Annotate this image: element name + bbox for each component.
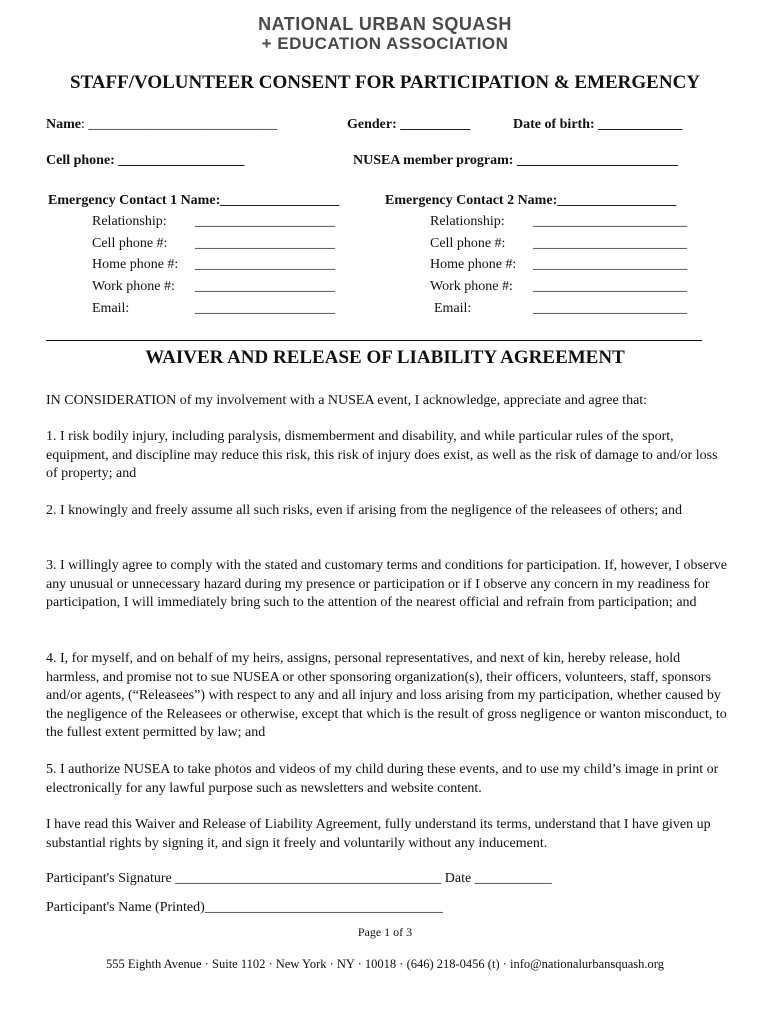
- ec1-email-field[interactable]: ____________________: [195, 301, 335, 316]
- waiver-intro: IN CONSIDERATION of my involvement with a NUSEA event, I acknowledge, appreciate and agree that:: [46, 393, 648, 408]
- member-program-field[interactable]: NUSEA member program: _______________________: [353, 153, 678, 168]
- gender-field[interactable]: Gender: __________: [347, 117, 471, 132]
- waiver-acknowledgement: I have read this Waiver and Release of Liability Agreement, fully understand its terms, understand that I have given up substantial rights by signing it, and sign it freely and voluntarily without any inducement.: [46, 817, 711, 851]
- form-title: STAFF/VOLUNTEER CONSENT FOR PARTICIPATION & EMERGENCY: [69, 72, 701, 93]
- ec2-relationship-field[interactable]: ______________________: [533, 214, 687, 229]
- ec2-relationship-label: Relationship:: [430, 214, 505, 229]
- participant-printed-name-field[interactable]: Participant's Name (Printed)__________________________________: [46, 900, 443, 915]
- footer-address: 555 Eighth Avenue · Suite 1102 · New York · NY · 10018 · (646) 218-0456 (t) · info@nationalurbansquash.org: [106, 957, 664, 971]
- ec1-cell-phone-label: Cell phone #:: [92, 236, 168, 251]
- ec1-home-phone-field[interactable]: ____________________: [195, 257, 335, 272]
- waiver-clause-1: 1. I risk bodily injury, including paralysis, dismemberment and disability, and while particular rules of the sport, equipment, and discipline may reduce this risk, this risk of injury does exist, as well as the risk of damage to and/or loss of property; and: [46, 429, 718, 481]
- emergency-contact-2-name-field[interactable]: Emergency Contact 2 Name:_________________: [385, 193, 677, 208]
- ec1-email-label: Email:: [92, 301, 130, 316]
- ec1-cell-phone-field[interactable]: ____________________: [195, 236, 335, 251]
- ec2-cell-phone-field[interactable]: ______________________: [533, 236, 687, 251]
- ec2-email-field[interactable]: ______________________: [533, 301, 687, 316]
- ec2-home-phone-field[interactable]: ______________________: [533, 257, 687, 272]
- ec1-relationship-field[interactable]: ____________________: [195, 214, 335, 229]
- waiver-clause-4: 4. I, for myself, and on behalf of my heirs, assigns, personal representatives, and next of kin, hereby release, hold harmless, and promise not to sue NUSEA or other sponsoring organization(s), their officers, volunteers, staff, sponsors and/or agents, (“Releasees”) with respect to any and all injury and loss arising from my participation, whether caused by the negligence of the Releasees or otherwise, except that which is the result of gross negligence or wanton misconduct, to the fullest extent permitted by law; and: [46, 651, 727, 740]
- section-divider: [46, 340, 702, 341]
- ec1-work-phone-field[interactable]: ____________________: [195, 279, 335, 294]
- emergency-contact-1-name-field[interactable]: Emergency Contact 1 Name:_________________: [48, 193, 340, 208]
- waiver-title: WAIVER AND RELEASE OF LIABILITY AGREEMENT: [145, 347, 625, 368]
- waiver-clause-2: 2. I knowingly and freely assume all such risks, even if arising from the negligence of the releasees of others; and: [46, 503, 683, 518]
- page-number: Page 1 of 3: [357, 925, 413, 939]
- name-label: Name: [46, 117, 81, 132]
- ec2-email-label: Email:: [434, 301, 472, 316]
- ec2-home-phone-label: Home phone #:: [430, 257, 517, 272]
- name-blank: : ___________________________: [81, 117, 278, 132]
- participant-signature-field[interactable]: Participant's Signature ______________________________________ Date ___________: [46, 871, 552, 886]
- date-of-birth-field[interactable]: Date of birth: ____________: [513, 117, 683, 132]
- logo-line-1: NATIONAL URBAN SQUASH: [258, 14, 512, 34]
- ec2-cell-phone-label: Cell phone #:: [430, 236, 506, 251]
- logo-line-2: + EDUCATION ASSOCIATION: [261, 34, 509, 53]
- cell-phone-field[interactable]: Cell phone: __________________: [46, 153, 245, 168]
- ec1-work-phone-label: Work phone #:: [92, 279, 175, 294]
- ec2-work-phone-label: Work phone #:: [430, 279, 513, 294]
- ec1-relationship-label: Relationship:: [92, 214, 167, 229]
- waiver-clause-5: 5. I authorize NUSEA to take photos and videos of my child during these events, and to use my child’s image in print or electronically for any lawful purpose such as newsletters and website content.: [46, 762, 719, 796]
- ec2-work-phone-field[interactable]: ______________________: [533, 279, 687, 294]
- waiver-clause-3: 3. I willingly agree to comply with the stated and customary terms and conditions for participation. If, however, I observe any unusual or unnecessary hazard during my presence or participation or if I observe any concern in my readiness for participation, I will immediately bring such to the attention of the nearest official and refrain from participation; and: [46, 558, 727, 610]
- organization-logo: [0, 14, 770, 53]
- ec1-home-phone-label: Home phone #:: [92, 257, 179, 272]
- name-field[interactable]: [46, 117, 277, 133]
